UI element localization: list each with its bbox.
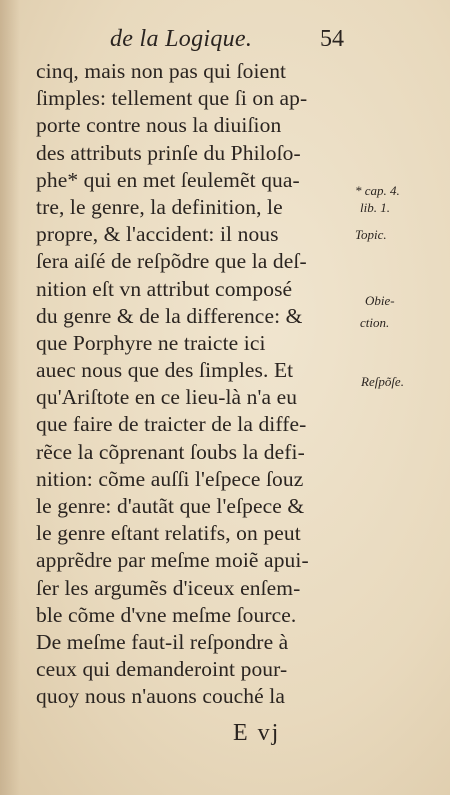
text-line: cinq, mais non pas qui ſoient [36, 59, 287, 83]
text-line: ſera aiſé de reſpõdre que la deſ- [36, 249, 307, 274]
text-line: propre, & l'accident: il nous [36, 222, 279, 247]
text-line: nition eſt vn attribut composé [36, 276, 293, 301]
margin-note-objection: Obie- [365, 293, 395, 308]
body-text [36, 58, 356, 711]
text-line: ble cõme d'vne meſme ſource. [36, 602, 297, 627]
text-line: le genre: d'autãt que l'eſpece & [36, 494, 305, 518]
text-line: ſer les argumẽs d'iceux enſem- [36, 575, 301, 600]
text-line: apprẽdre par meſme moiẽ apui- [36, 548, 309, 573]
signature-mark: E vj [233, 720, 281, 746]
text-line: tre, le genre, la definition, le [36, 194, 283, 219]
text-line: le genre eſtant relatifs, on peut [36, 521, 301, 546]
text-line: ceux qui demanderoint pour- [36, 657, 288, 682]
text-line: que Porphyre ne traicte ici [36, 330, 266, 355]
text-line: ſimples: tellement que ſi on ap- [36, 86, 308, 111]
text-line: De meſme faut-il reſpondre à [36, 629, 289, 654]
margin-note-reference: lib. 1. [360, 200, 390, 215]
text-line: des attributs prinſe du Philoſo- [36, 140, 301, 165]
page-header [110, 26, 350, 56]
page-gutter-shadow [0, 0, 20, 795]
text-line: porte contre nous la diuiſion [36, 113, 282, 138]
text-line: du genre & de la difference: & [36, 303, 303, 328]
margin-note-response: Reſpõſe. [361, 374, 404, 389]
text-line: quoy nous n'auons couché la [36, 684, 285, 709]
margin-notes [355, 0, 445, 795]
text-line: phe* qui en met ſeulemẽt qua- [36, 167, 300, 192]
text-line: que faire de traicter de la diffe- [36, 412, 307, 437]
running-title: de la Logique. [110, 26, 253, 52]
text-line: auec nous que des ſimples. Et [36, 358, 294, 383]
text-line: nition: cõme auſſi l'eſpece ſouz [36, 466, 304, 491]
page-number: 54 [320, 26, 344, 52]
margin-note-reference: Topic. [355, 227, 387, 242]
margin-note-objection: ction. [360, 315, 390, 330]
margin-note-reference: * cap. 4. [355, 183, 400, 198]
text-line: qu'Ariſtote en ce lieu-là n'a eu [36, 385, 298, 410]
text-line: rẽce la cõprenant ſoubs la defi- [36, 439, 305, 464]
